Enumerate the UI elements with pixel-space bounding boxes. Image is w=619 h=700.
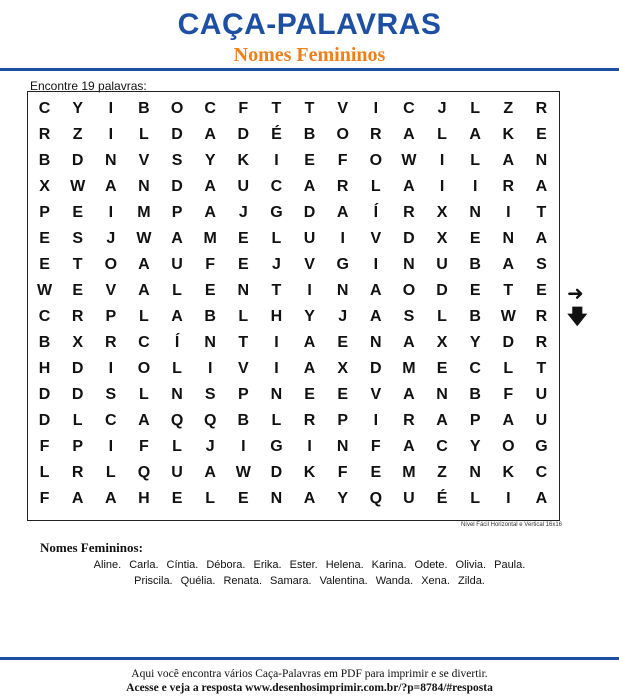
grid-letter: R	[105, 334, 117, 351]
grid-letter: L	[437, 308, 447, 325]
grid-letter: F	[370, 438, 381, 455]
grid-letter: N	[138, 178, 150, 195]
grid-letter: Q	[203, 412, 217, 429]
grid-letter: H	[38, 360, 51, 377]
grid-letter: E	[171, 490, 183, 507]
grid-letter: B	[204, 308, 216, 325]
grid-letter: U	[237, 178, 250, 195]
grid-letter: P	[469, 412, 481, 429]
grid-letter: P	[105, 308, 117, 325]
grid-letter: T	[271, 100, 282, 117]
grid-letter: U	[436, 256, 448, 273]
grid-letter: Í	[373, 204, 379, 221]
grid-letter: A	[370, 308, 382, 325]
grid-letter: R	[303, 412, 316, 429]
grid-letter: D	[436, 282, 448, 299]
grid-letter: G	[336, 256, 349, 273]
grid-letter: I	[373, 256, 379, 273]
grid-letter: E	[304, 386, 315, 403]
grid-letter: T	[271, 282, 282, 299]
word-list-item: Samara.	[270, 575, 312, 587]
arrow-right-icon: ➜	[567, 281, 584, 305]
grid-letter: L	[172, 282, 182, 299]
grid-letter: E	[536, 126, 547, 143]
grid-letter: I	[207, 360, 213, 377]
grid-letter: T	[304, 100, 315, 117]
grid-letter: P	[72, 438, 84, 455]
grid-letter: L	[271, 412, 282, 429]
grid-letter: R	[336, 178, 349, 195]
grid-letter: L	[205, 490, 216, 507]
grid-letter: R	[502, 178, 515, 195]
grid-letter: O	[402, 282, 416, 299]
grid-letter: I	[274, 152, 279, 169]
grid-letter: Z	[437, 464, 447, 481]
grid-letter: S	[105, 386, 117, 403]
grid-letter: C	[535, 464, 548, 481]
grid-letter: B	[469, 256, 481, 273]
grid-letter: A	[403, 178, 415, 195]
word-list-item: Carla.	[129, 559, 159, 571]
word-list-row-1	[0, 559, 619, 571]
grid-letter: N	[171, 386, 183, 403]
word-list-item: Erika.	[253, 559, 282, 571]
grid-letter: R	[403, 412, 415, 429]
grid-letter: N	[105, 152, 117, 169]
grid-letter: E	[370, 464, 382, 481]
grid-letter: H	[138, 490, 150, 507]
grid-letter: R	[38, 126, 51, 143]
grid-letter: O	[170, 100, 184, 117]
grid-letter: B	[38, 334, 51, 351]
grid-letter: N	[336, 438, 349, 455]
grid-letter: J	[205, 438, 215, 455]
grid-letter: L	[139, 386, 149, 403]
grid-letter: L	[139, 126, 149, 143]
grid-letter: L	[503, 360, 514, 377]
grid-letter: E	[237, 230, 249, 247]
grid-letter: R	[71, 464, 84, 481]
grid-letter: Q	[137, 464, 151, 481]
grid-letter: I	[274, 360, 279, 377]
grid-letter: U	[535, 412, 548, 429]
grid-letter: E	[72, 204, 84, 221]
grid-letter: C	[403, 100, 415, 117]
grid-letter: K	[237, 152, 250, 169]
grid-letter: É	[436, 490, 448, 507]
grid-letter: S	[403, 308, 415, 325]
grid-letter: C	[436, 438, 448, 455]
grid-letter: A	[502, 152, 515, 169]
grid-letter: P	[171, 204, 183, 221]
grid-letter: K	[502, 126, 515, 143]
word-list-item: Wanda.	[375, 575, 414, 587]
grid-letter: D	[71, 360, 84, 377]
grid-letter: E	[304, 152, 315, 169]
grid-letter: E	[469, 282, 481, 299]
grid-letter: B	[38, 152, 51, 169]
grid-letter: E	[436, 360, 448, 377]
grid-letter: V	[237, 360, 249, 377]
grid-letter: S	[536, 256, 547, 273]
grid-letter: A	[204, 178, 216, 195]
grid-letter: Y	[204, 152, 216, 169]
grid-letter: T	[72, 256, 83, 273]
footer-link-text: Acesse e veja a resposta www.desenhosimprimir.com.br/?p=8784/#resposta	[126, 682, 493, 694]
grid-letter: N	[469, 464, 481, 481]
grid-letter: E	[39, 230, 50, 247]
word-list-item: Quélia.	[180, 575, 216, 587]
grid-letter: D	[38, 412, 51, 429]
grid-letter: U	[171, 256, 183, 273]
grid-letter: K	[502, 464, 515, 481]
grid-letter: W	[235, 464, 251, 481]
word-list-item: Débora.	[206, 559, 246, 571]
grid-letter: I	[340, 230, 345, 247]
grid-letter: W	[37, 282, 53, 299]
grid-letter: G	[535, 438, 548, 455]
word-list-item: Cíntia.	[166, 559, 199, 571]
word-list-row-2	[0, 575, 619, 587]
grid-letter: A	[535, 230, 548, 247]
grid-letter: I	[472, 178, 478, 195]
grid-letter: J	[437, 100, 447, 117]
grid-letter: A	[303, 360, 316, 377]
grid-letter: E	[237, 490, 249, 507]
grid-letter: W	[70, 178, 86, 195]
grid-letter: U	[303, 230, 316, 247]
grid-letter: S	[171, 152, 183, 169]
grid-letter: J	[106, 230, 116, 247]
grid-letter: C	[38, 100, 51, 117]
grid-letter: A	[403, 438, 415, 455]
grid-letter: A	[403, 386, 415, 403]
grid-letter: A	[105, 490, 117, 507]
grid-letter: A	[171, 308, 183, 325]
grid-letter: A	[336, 204, 349, 221]
bottom-divider	[0, 657, 619, 660]
grid-letter: E	[337, 334, 349, 351]
grid-letter: X	[436, 204, 448, 221]
grid-letter: Y	[337, 490, 349, 507]
grid-letter: A	[171, 230, 183, 247]
word-list-item: Paula.	[494, 559, 526, 571]
grid-letter: J	[338, 308, 348, 325]
grid-letter: E	[337, 386, 349, 403]
word-list-item: Helena.	[325, 559, 364, 571]
grid-letter: N	[502, 230, 515, 247]
grid-letter: C	[270, 178, 283, 195]
grid-letter: U	[171, 464, 183, 481]
grid-letter: E	[204, 282, 216, 299]
grid-letter: Y	[469, 334, 481, 351]
grid-letter: L	[238, 308, 249, 325]
grid-letter: P	[237, 386, 249, 403]
grid-letter: I	[241, 438, 246, 455]
grid-letter: B	[469, 386, 481, 403]
word-list-item: Renata.	[223, 575, 263, 587]
grid-letter: D	[71, 152, 84, 169]
grid-letter: R	[535, 308, 548, 325]
grid-letter: X	[436, 334, 448, 351]
grid-letter: I	[108, 360, 114, 377]
grid-letter: L	[271, 230, 282, 247]
grid-letter: F	[205, 256, 216, 273]
grid-letter: E	[39, 256, 50, 273]
grid-letter: X	[337, 360, 349, 377]
grid-letter: X	[39, 178, 50, 195]
grid-letter: A	[204, 204, 216, 221]
grid-letter: N	[403, 256, 415, 273]
grid-letter: L	[470, 152, 481, 169]
grid-letter: Z	[503, 100, 514, 117]
grid-letter: D	[237, 126, 250, 143]
grid-letter: A	[138, 412, 150, 429]
grid-letter: L	[172, 360, 182, 377]
grid-letter: V	[138, 152, 150, 169]
word-list-item: Ester.	[289, 559, 318, 571]
grid-letter: R	[71, 308, 84, 325]
grid-letter: H	[270, 308, 283, 325]
grid-letter: R	[403, 204, 415, 221]
grid-letter: P	[337, 412, 349, 429]
grid-letter: J	[238, 204, 248, 221]
grid-letter: X	[72, 334, 84, 351]
grid-letter: D	[502, 334, 515, 351]
grid-letter: A	[138, 256, 150, 273]
grid-letter: N	[270, 386, 283, 403]
grid-letter: N	[270, 490, 283, 507]
grid-letter: G	[270, 204, 283, 221]
grid-letter: C	[138, 334, 150, 351]
grid-letter: L	[72, 412, 83, 429]
grid-letter: R	[535, 334, 548, 351]
grid-letter: C	[469, 360, 481, 377]
grid-letter: C	[38, 308, 51, 325]
grid-letter: T	[503, 282, 514, 299]
grid-letter: O	[336, 126, 349, 143]
grid-letter: T	[536, 204, 547, 221]
grid-letter: V	[304, 256, 315, 273]
grid-letter: M	[402, 464, 416, 481]
grid-letter: I	[373, 412, 379, 429]
grid-letter: A	[303, 334, 316, 351]
grid-letter: A	[105, 178, 117, 195]
footer-text: Aqui você encontra vários Caça-Palavras em PDF para imprimir e se divertir.	[131, 668, 488, 680]
grid-letter: V	[370, 386, 382, 403]
grid-letter: F	[337, 152, 348, 169]
grid-letter: T	[536, 360, 547, 377]
grid-letter: N	[237, 282, 250, 299]
grid-letter: I	[506, 204, 511, 221]
grid-letter: N	[336, 282, 349, 299]
grid-letter: I	[108, 100, 114, 117]
grid-letter: A	[403, 334, 415, 351]
grid-letter: E	[237, 256, 249, 273]
grid-letter: D	[171, 126, 183, 143]
grid-letter: B	[237, 412, 250, 429]
grid-letter: I	[373, 100, 379, 117]
grid-letter: A	[502, 412, 515, 429]
grid-letter: U	[535, 386, 548, 403]
instruction-text: Encontre 19 palavras:	[30, 79, 147, 93]
grid-letter: A	[403, 126, 415, 143]
grid-letter: V	[370, 230, 382, 247]
word-list-item: Olivia.	[455, 559, 487, 571]
grid-letter: I	[108, 126, 114, 143]
grid-letter: F	[503, 386, 514, 403]
grid-letter: L	[105, 464, 116, 481]
grid-letter: L	[370, 178, 381, 195]
page-subtitle: Nomes Femininos	[233, 44, 386, 66]
grid-letter: Q	[369, 490, 383, 507]
grid-letter: N	[535, 152, 548, 169]
grid-letter: I	[439, 178, 445, 195]
grid-letter: É	[271, 126, 282, 143]
grid-letter: Q	[170, 412, 184, 429]
grid-letter: N	[370, 334, 382, 351]
grid-letter: N	[436, 386, 448, 403]
grid-letter: O	[369, 152, 383, 169]
grid-letter: R	[535, 100, 548, 117]
grid-letter: C	[204, 100, 216, 117]
word-list-title: Nomes Femininos:	[40, 540, 143, 555]
grid-letter: S	[72, 230, 84, 247]
word-list-item: Priscila.	[134, 575, 173, 587]
grid-letter: D	[71, 386, 84, 403]
grid-letter: I	[108, 204, 114, 221]
word-search-grid	[28, 96, 558, 512]
grid-letter: D	[270, 464, 283, 481]
grid-letter: W	[136, 230, 152, 247]
grid-letter: W	[500, 308, 516, 325]
grid-letter: D	[171, 178, 183, 195]
level-caption: Nível Fácil Horizontal e Vertical 16x16	[460, 522, 562, 528]
grid-letter: T	[238, 334, 249, 351]
grid-letter: I	[307, 438, 312, 455]
grid-letter: I	[307, 282, 312, 299]
grid-letter: O	[137, 360, 151, 377]
grid-letter: O	[502, 438, 515, 455]
grid-letter: Y	[72, 100, 84, 117]
grid-letter: F	[39, 490, 50, 507]
grid-letter: F	[238, 100, 249, 117]
grid-letter: A	[502, 256, 515, 273]
grid-letter: O	[104, 256, 118, 273]
top-divider	[0, 68, 619, 71]
grid-letter: W	[401, 152, 417, 169]
grid-letter: B	[469, 308, 481, 325]
grid-letter: A	[138, 282, 150, 299]
grid-letter: F	[139, 438, 149, 455]
grid-letter: A	[71, 490, 84, 507]
word-list-item: Karina.	[371, 559, 407, 571]
page-title: CAÇA-PALAVRAS	[177, 8, 442, 41]
grid-letter: E	[72, 282, 84, 299]
grid-letter: F	[337, 464, 348, 481]
word-list-item: Zilda.	[457, 575, 485, 587]
word-search-grid-frame	[27, 91, 560, 521]
grid-letter: A	[303, 178, 316, 195]
grid-letter: G	[270, 438, 283, 455]
grid-letter: A	[535, 178, 548, 195]
grid-letter: J	[271, 256, 281, 273]
grid-letter: U	[403, 490, 415, 507]
grid-letter: D	[403, 230, 415, 247]
grid-letter: D	[303, 204, 316, 221]
arrow-down-icon: 🡇	[567, 304, 588, 328]
grid-letter: N	[469, 204, 481, 221]
grid-letter: Z	[72, 126, 83, 143]
grid-letter: M	[203, 230, 217, 247]
grid-letter: Y	[469, 438, 481, 455]
grid-letter: L	[39, 464, 50, 481]
grid-letter: Í	[174, 334, 180, 351]
grid-letter: E	[536, 282, 547, 299]
grid-letter: I	[108, 438, 114, 455]
grid-letter: L	[470, 100, 481, 117]
grid-letter: I	[506, 490, 511, 507]
grid-letter: A	[535, 490, 548, 507]
grid-letter: D	[370, 360, 382, 377]
grid-letter: L	[437, 126, 447, 143]
grid-letter: A	[370, 282, 382, 299]
word-list-item: Xena.	[421, 575, 450, 587]
word-list-item: Valentina.	[319, 575, 368, 587]
grid-letter: R	[370, 126, 382, 143]
grid-letter: N	[204, 334, 216, 351]
grid-letter: I	[439, 152, 445, 169]
grid-letter: B	[303, 126, 316, 143]
grid-letter: A	[436, 412, 448, 429]
grid-letter: M	[137, 204, 151, 221]
grid-letter: P	[39, 204, 50, 221]
grid-letter: B	[138, 100, 150, 117]
word-list-item: Odete.	[414, 559, 448, 571]
grid-letter: F	[39, 438, 50, 455]
grid-letter: D	[38, 386, 51, 403]
grid-letter: V	[105, 282, 117, 299]
grid-letter: X	[436, 230, 448, 247]
grid-letter: L	[172, 438, 182, 455]
grid-letter: M	[402, 360, 416, 377]
grid-letter: A	[204, 126, 216, 143]
grid-letter: I	[274, 334, 279, 351]
grid-letter: S	[204, 386, 216, 403]
grid-letter: A	[303, 490, 316, 507]
grid-letter: Y	[304, 308, 315, 325]
grid-letter: V	[337, 100, 349, 117]
grid-letter: A	[204, 464, 216, 481]
word-list-item: Aline.	[93, 559, 122, 571]
grid-letter: E	[469, 230, 481, 247]
grid-letter: L	[139, 308, 149, 325]
grid-letter: A	[469, 126, 481, 143]
grid-letter: K	[303, 464, 316, 481]
grid-letter: L	[470, 490, 481, 507]
grid-letter: C	[105, 412, 117, 429]
